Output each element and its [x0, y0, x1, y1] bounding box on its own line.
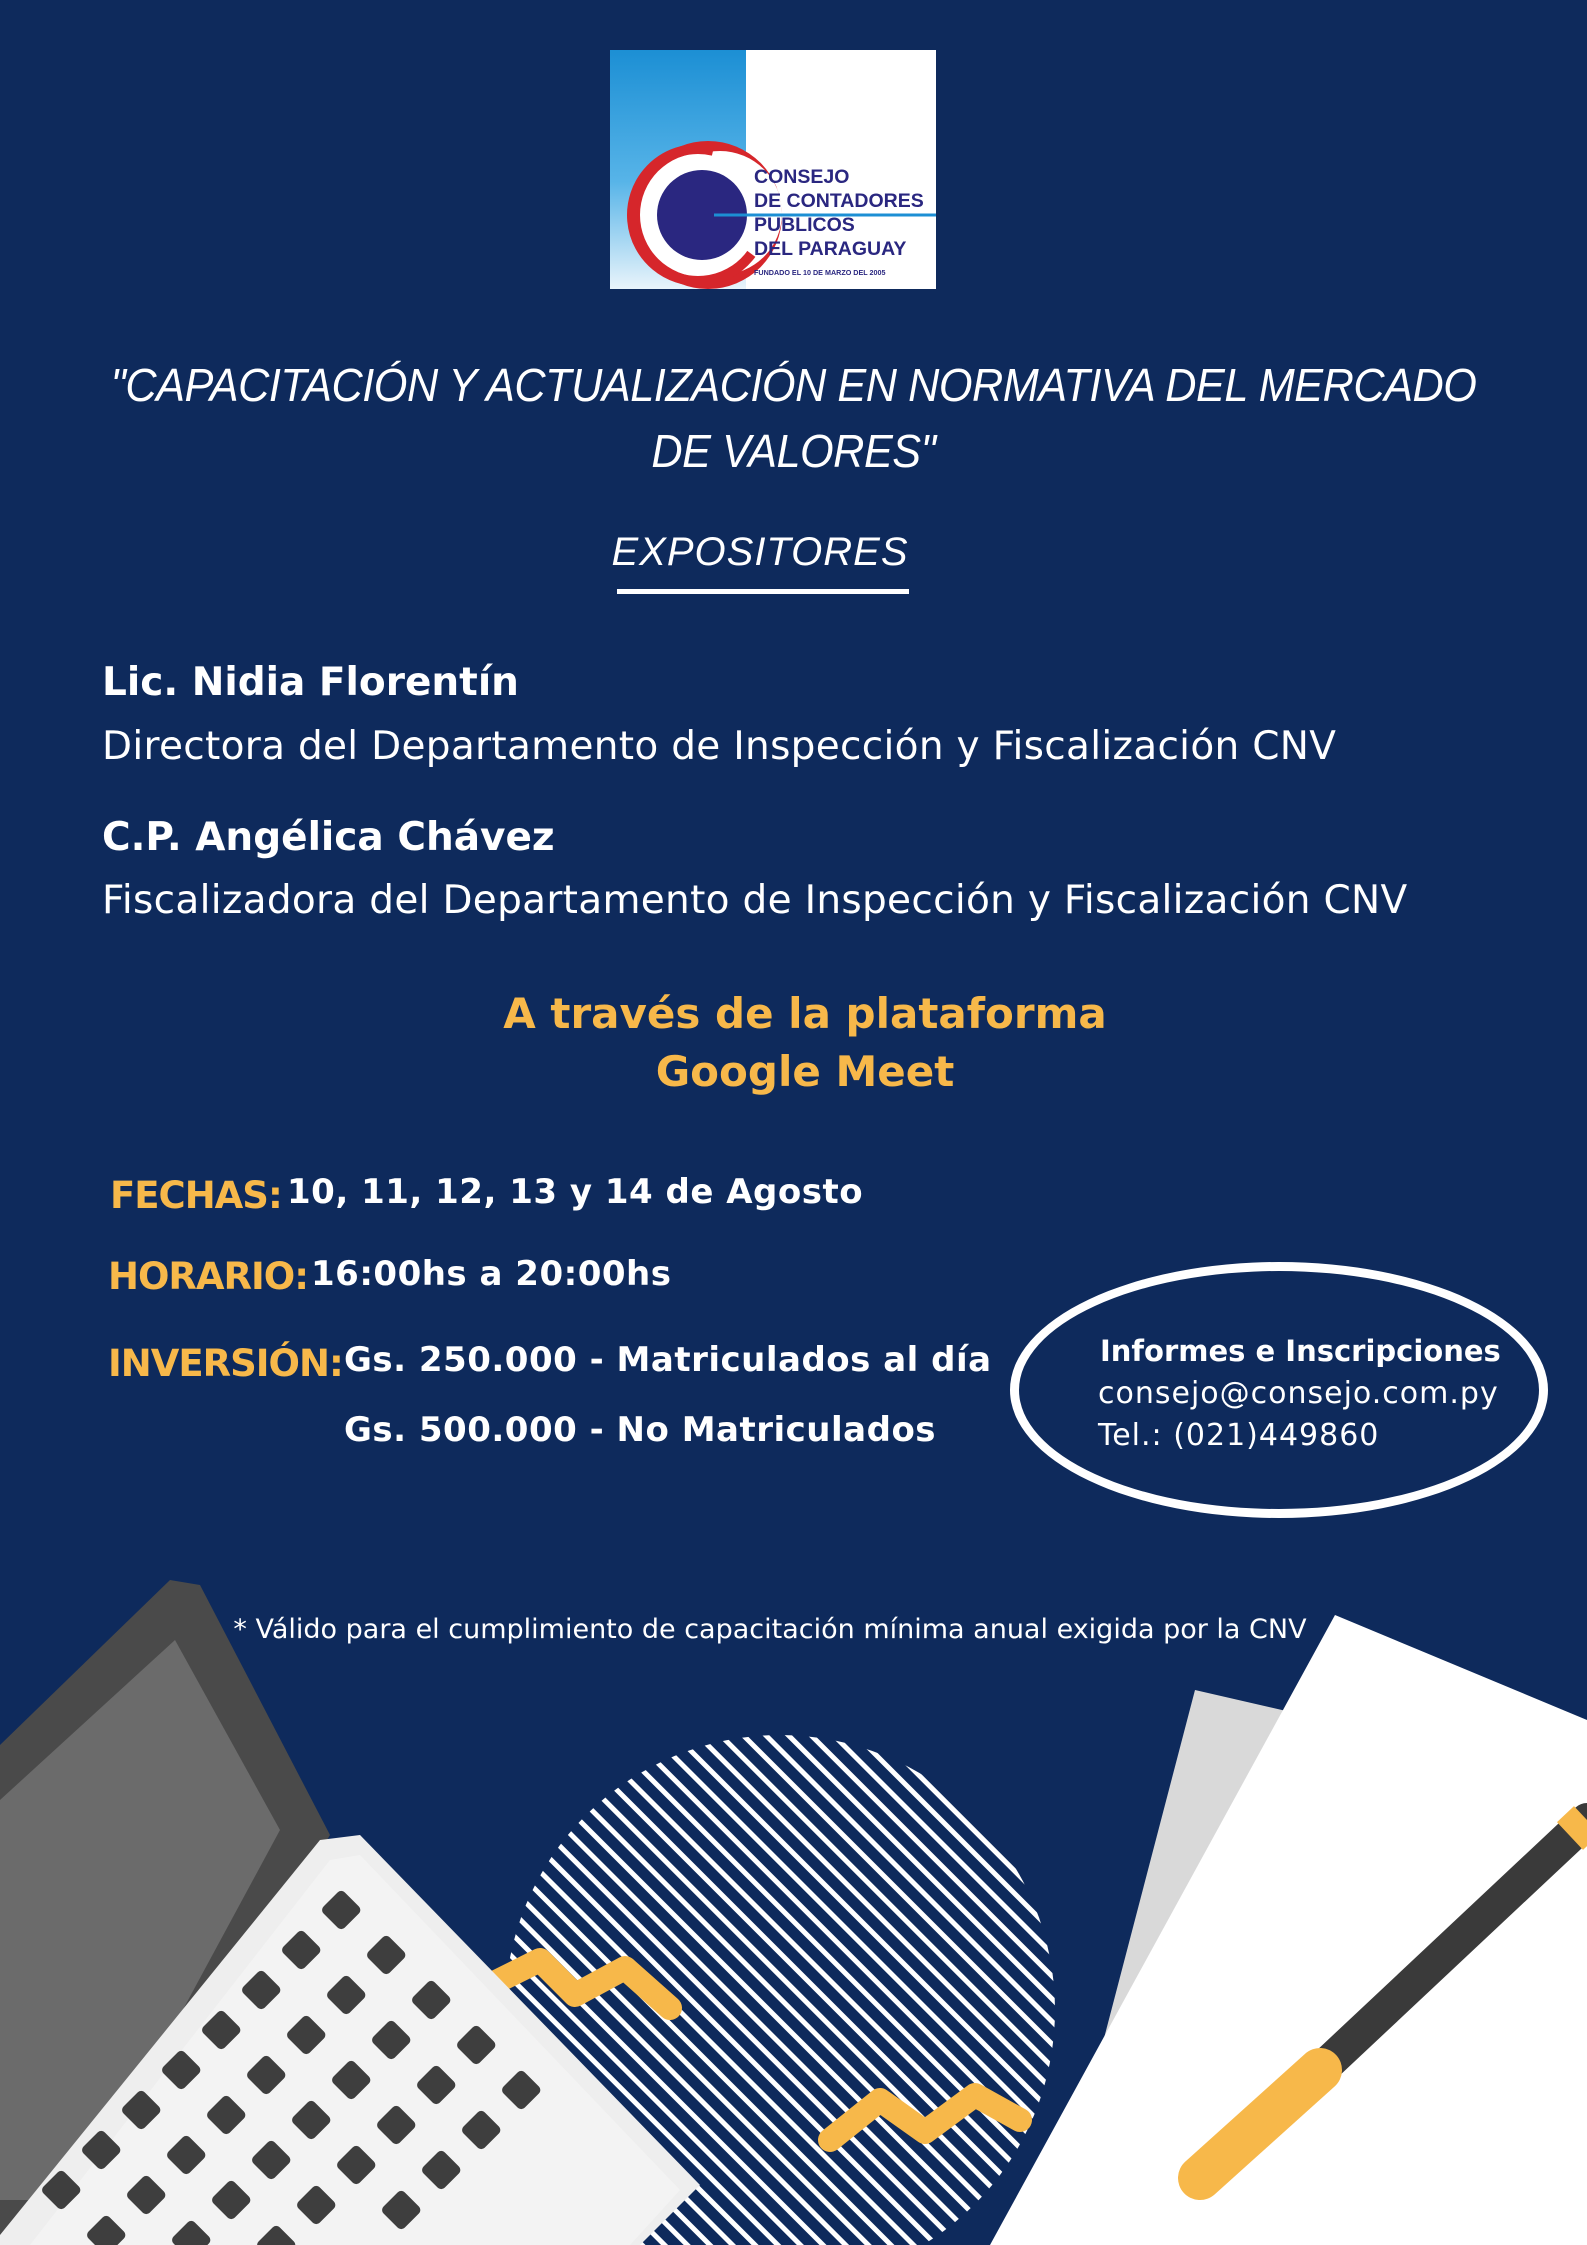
platform-line: A través de la plataforma	[503, 989, 1107, 1038]
speaker-name: Lic. Nidia Florentín	[102, 660, 519, 705]
speaker-name: C.P. Angélica Chávez	[102, 815, 555, 860]
contact-email[interactable]: consejo@consejo.com.py	[1098, 1376, 1499, 1411]
inversion-label: INVERSIÓN:	[108, 1342, 343, 1385]
fechas-value: 10, 11, 12, 13 y 14 de Agosto	[287, 1172, 864, 1212]
horario-label: HORARIO:	[108, 1255, 309, 1298]
footnote: * Válido para el cumplimiento de capacitación mínima anual exigida por la CNV	[233, 1614, 1307, 1645]
expositores-heading: EXPOSITORES	[611, 530, 909, 574]
speaker-role: Fiscalizadora del Departamento de Inspección y Fiscalización CNV	[102, 878, 1408, 923]
speaker-role: Directora del Departamento de Inspección y Fiscalización CNV	[102, 724, 1337, 769]
inversion-value: Gs. 250.000 - Matriculados al día	[344, 1340, 992, 1380]
event-title: "CAPACITACIÓN Y ACTUALIZACIÓN EN NORMATIVA DEL MERCADO DE VALORES"	[110, 359, 1477, 477]
logo-org-line: DEL PARAGUAY	[754, 238, 907, 260]
horario-value: 16:00hs a 20:00hs	[311, 1254, 672, 1294]
logo-org-line: PUBLICOS	[754, 214, 855, 236]
fechas-label: FECHAS:	[110, 1174, 282, 1217]
paper-sheet-front	[990, 1615, 1587, 2245]
logo-org-line: DE CONTADORES	[754, 190, 924, 212]
logo-founded-text: FUNDADO EL 10 DE MARZO DEL 2005	[754, 268, 886, 277]
inversion-value: Gs. 500.000 - No Matriculados	[344, 1410, 937, 1450]
contact-phone: Tel.: (021)449860	[1098, 1418, 1380, 1453]
platform-name: Google Meet	[655, 1047, 955, 1096]
logo-org-line: CONSEJO	[754, 166, 850, 188]
contact-title: Informes e Inscripciones	[1100, 1334, 1501, 1368]
